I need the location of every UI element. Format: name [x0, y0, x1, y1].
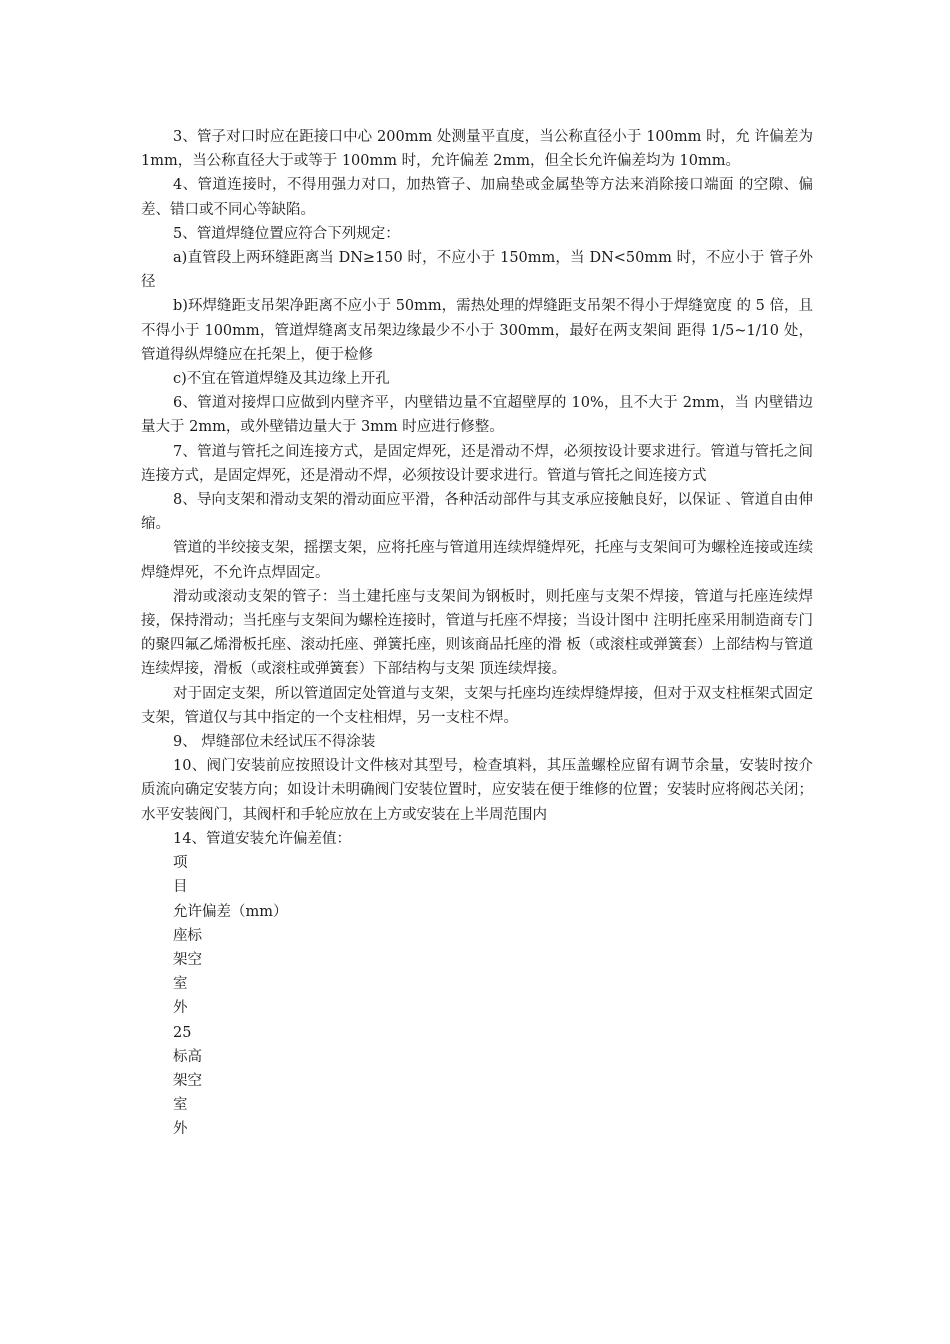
- paragraph-8: 8、导向支架和滑动支架的滑动面应平滑，各种活动部件与其支承应接触良好，以保证 、管道自由伸缩。: [141, 492, 813, 533]
- table-item: 允许偏差（mm）: [173, 903, 288, 920]
- paragraph-14: 14、管道安装允许偏差值：: [173, 830, 351, 847]
- table-item: 标高: [173, 1048, 202, 1065]
- table-item: 架空: [173, 951, 202, 968]
- paragraph-4: 4、管道连接时，不得用强力对口，加热管子、加扁垫或金属垫等方法来消除接口端面 的空隙、偏差、错口或不同心等缺陷。: [141, 177, 813, 218]
- table-item: 室: [173, 976, 188, 993]
- paragraph-5c: c)不宜在管道焊缝及其边缘上开孔: [173, 371, 390, 388]
- table-item: 架空: [173, 1072, 202, 1089]
- paragraph-3: 3、管子对口时应在距接口中心 200mm 处测量平直度，当公称直径小于 100mm 时，允 许偏差为 1mm，当公称直径大于或等于 100mm 时，允许偏差 2mm，但全长允许偏差均为 10mm。: [141, 129, 813, 170]
- paragraph-5: 5、管道焊缝位置应符合下列规定：: [173, 225, 400, 242]
- tolerance-table-list: [141, 851, 813, 1141]
- table-item: 座标: [173, 927, 202, 944]
- paragraph-9: 9、 焊缝部位未经试压不得涂装: [173, 734, 376, 751]
- table-item: 25: [173, 1024, 192, 1041]
- paragraph-sliding-support: 滑动或滚动支架的管子：当土建托座与支架间为钢板时，则托座与支架不焊接，管道与托座连续焊接，保持滑动；当托座与支架间为螺栓连接时，管道与托座不焊接；当设计图中 注明托座采用制造商专门的聚四氟乙烯滑板托座、滚动托座、弹簧托座，则该商品托座的滑 板（或滚柱或弹簧套）上部结构与管道连续焊接，滑板（或滚柱或弹簧套）下部结构与支架 顶连续焊接。: [141, 588, 813, 678]
- table-item: 室: [173, 1097, 188, 1114]
- table-item: 项: [173, 855, 188, 872]
- table-item: 外: [173, 1000, 188, 1017]
- paragraph-5a: a)直管段上两环缝距离当 DN≥150 时，不应小于 150mm，当 DN<50mm 时，不应小于 管子外径: [141, 250, 813, 291]
- paragraph-fixed-support: 对于固定支架，所以管道固定处管道与支架，支架与托座均连续焊缝焊接，但对于双支柱框架式固定支架，管道仅与其中指定的一个支柱相焊，另一支柱不焊。: [141, 685, 813, 726]
- paragraph-7: 7、管道与管托之间连接方式，是固定焊死，还是滑动不焊，必须按设计要求进行。管道与管托之间连接方式，是固定焊死，还是滑动不焊，必须按设计要求进行。管道与管托之间连接方式: [141, 443, 813, 484]
- document-body: [141, 125, 813, 1142]
- paragraph-10: 10、阀门安装前应按照设计文件核对其型号，检查填料，其压盖螺栓应留有调节余量，安装时按介质流向确定安装方向；如设计未明确阀门安装位置时，应安装在便于维修的位置；安装时应将阀芯关闭；水平安装阀门，其阀杆和手轮应放在上方或安装在上半周范围内: [141, 758, 813, 823]
- paragraph-5b: b)环焊缝距支吊架净距离不应小于 50mm，需热处理的焊缝距支吊架不得小于焊缝宽度 的 5 倍，且不得小于 100mm，管道焊缝离支吊架边缘最少不小于 300mm，最好在两支架间 距得 1/5~1/10 处，管道得纵焊缝应在托架上，便于检修: [141, 298, 813, 363]
- paragraph-6: 6、管道对接焊口应做到内壁齐平，内壁错边量不宜超壁厚的 10%，且不大于 2mm，当 内壁错边量大于 2mm，或外壁错边量大于 3mm 时应进行修整。: [141, 395, 813, 436]
- table-item: 外: [173, 1121, 188, 1138]
- table-item: 目: [173, 879, 188, 896]
- paragraph-hinged-support: 管道的半绞接支架，摇摆支架，应将托座与管道用连续焊缝焊死，托座与支架间可为螺栓连接或连续焊缝焊死，不允许点焊固定。: [141, 540, 813, 581]
